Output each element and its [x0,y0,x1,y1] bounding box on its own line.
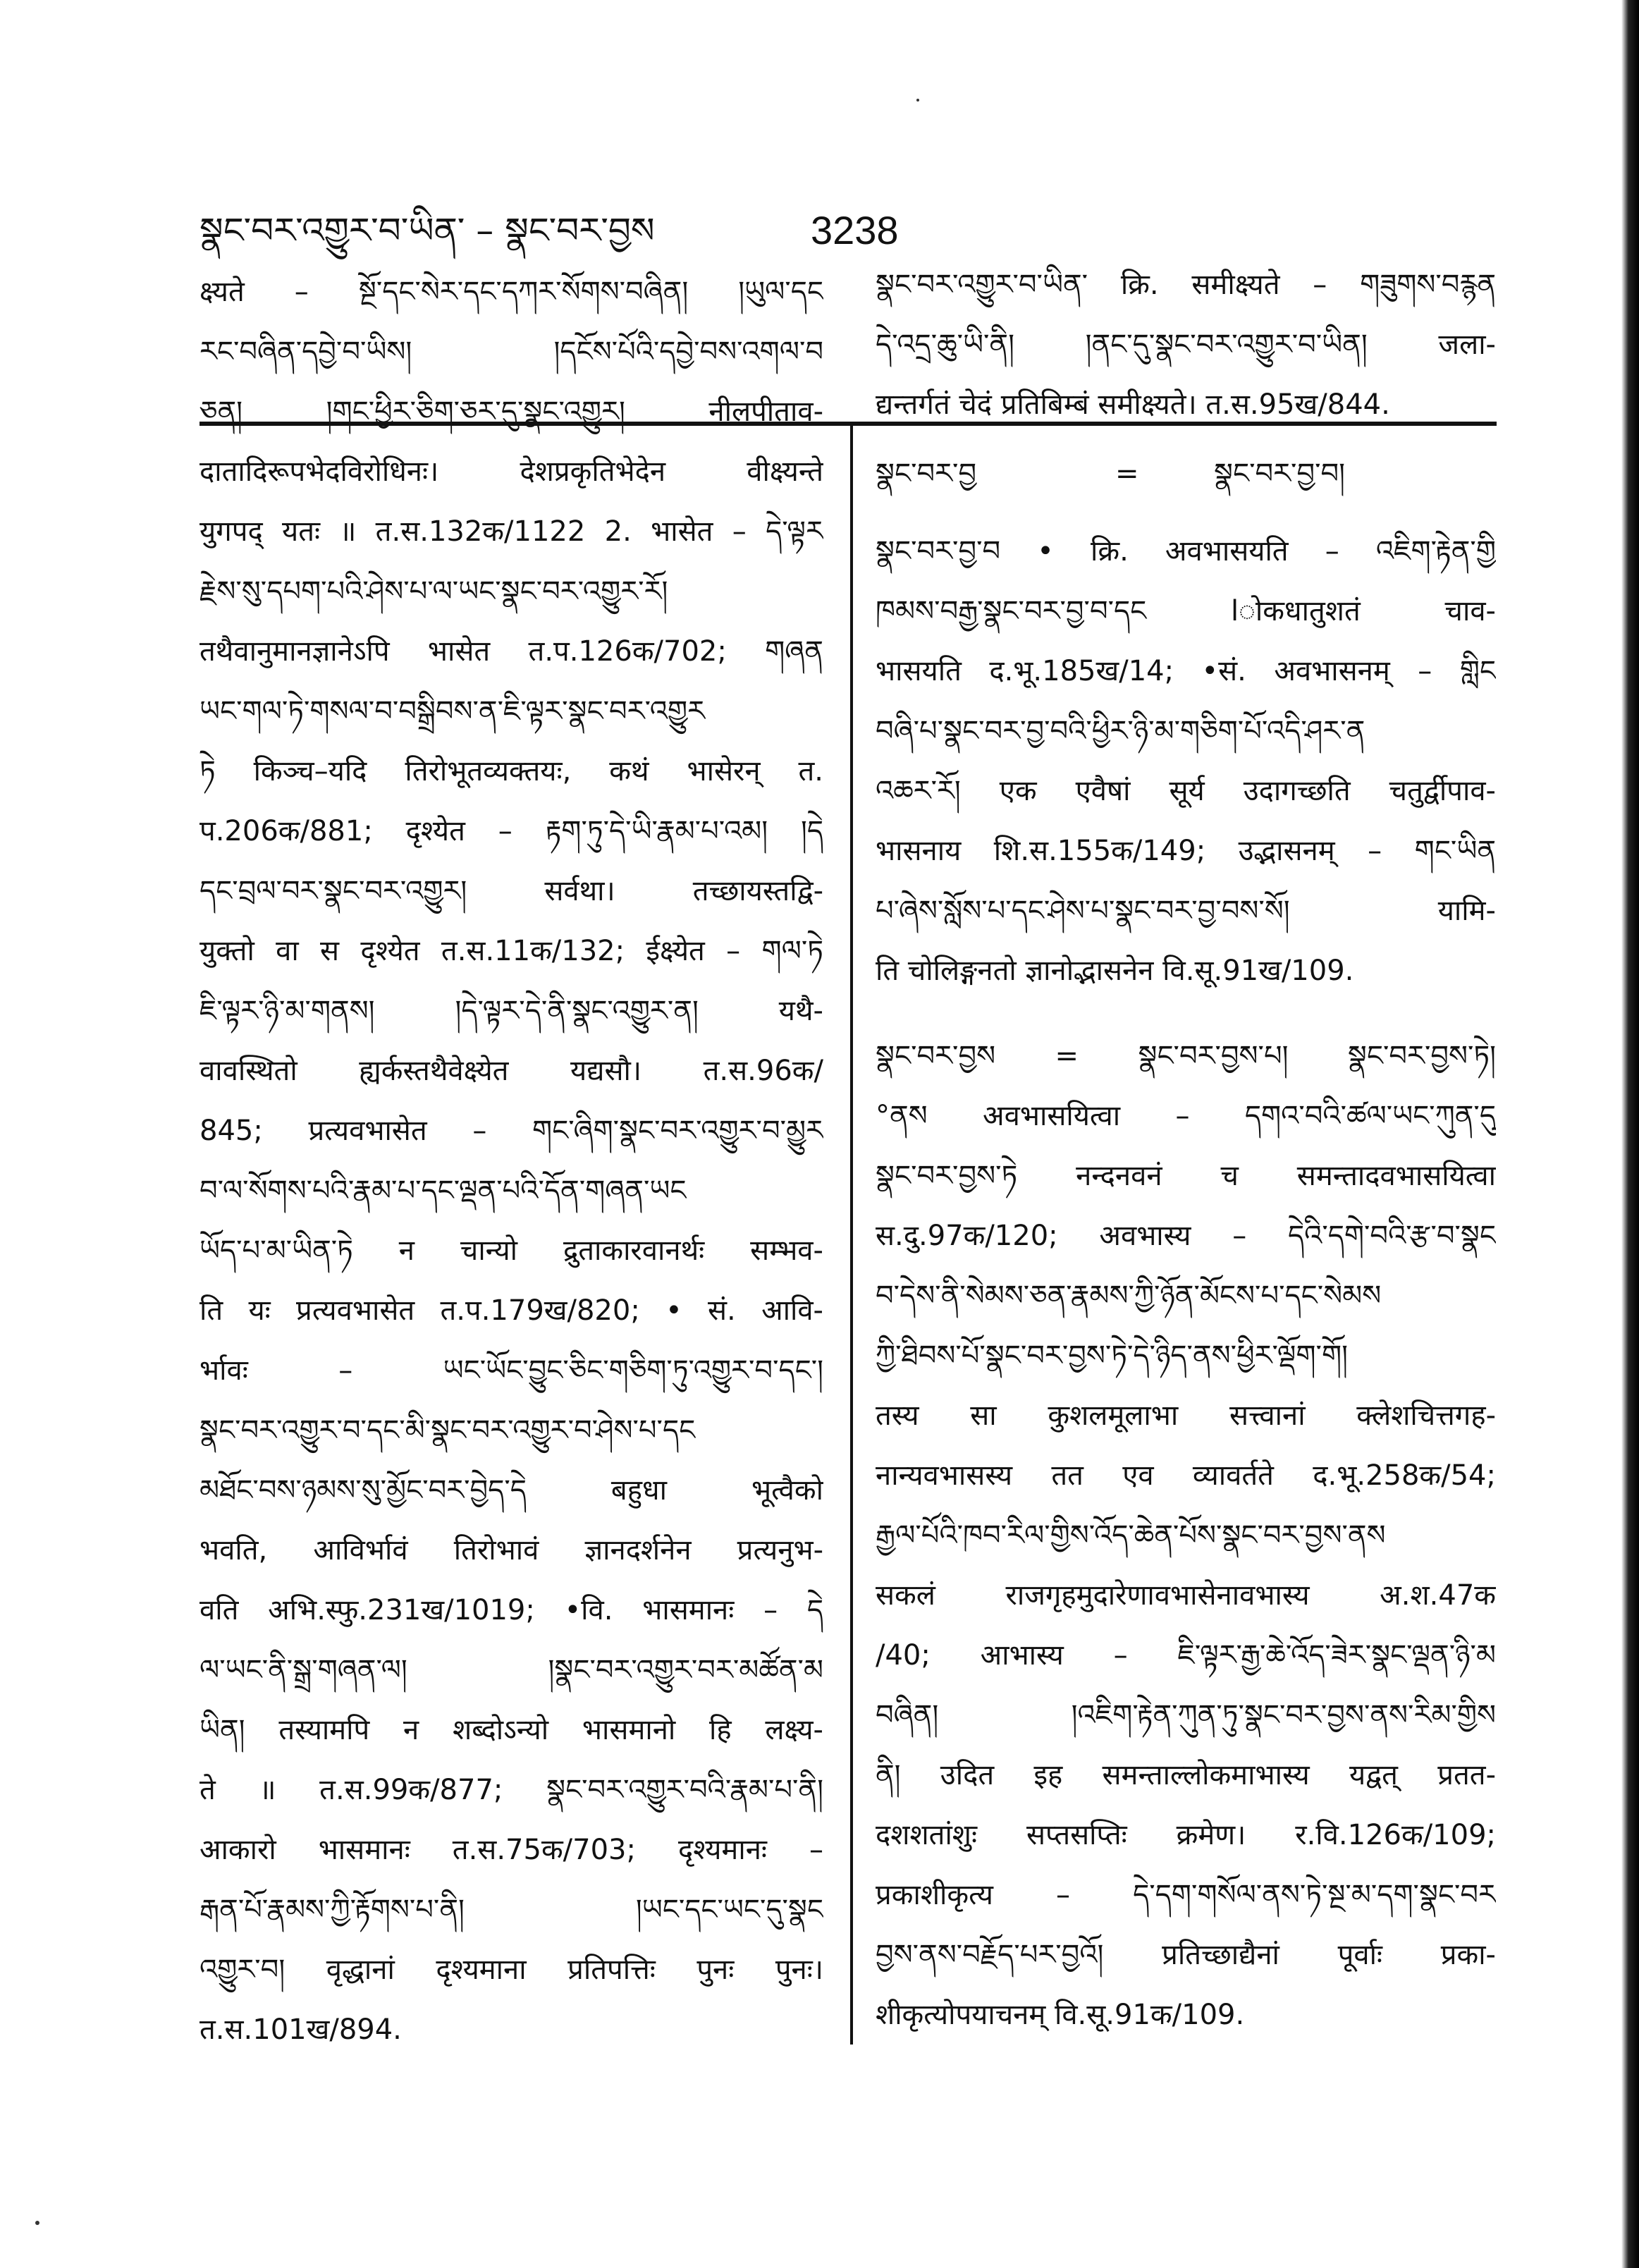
text-line: स.दु.97क/120; अवभास्य – དེའི་དགེ་བའི་རྩ་བ་སྣང [876,1220,1496,1252]
text-line: ཁམས་བརྒྱ་སྣང་བར་བྱ་བ་དང lोकधातुशतं चाव- [876,595,1496,627]
text-line: ནི། उदित इह समन्ताल्लोकमाभास्य यद्वत् प्रतत- [876,1759,1496,1791]
equals-sign: = [1115,458,1139,490]
text-line: द्यन्तर्गतं चेदं प्रतिबिम्बं समीक्ष्यते। त.स.95ख/844. [876,388,1390,421]
text-line: नान्यवभासस्य तत एव व्यावर्तते द.भू.258क/54; [876,1459,1496,1492]
text-line: བྱས་ནས་བརྗོད་པར་བྱའོ། प्रतिच्छाद्यैनां पूर्वाः प्रका- [876,1939,1496,1971]
page-number: 3238 [811,208,899,252]
entry-snang-bar-byas [876,1026,1496,2045]
text-line: རང་བཞིན་དབྱེ་བ་ཡིས། །དངོས་པོའི་དབྱེ་བས་འགལ་བ [199,336,823,368]
text-line: སྣང་བར་བྱས = སྣང་བར་བྱས་པ། སྣང་བར་བྱས་ཏེ། [876,1040,1496,1072]
text-line: རྒྱལ་པོའི་ཁབ་རིལ་གྱིས་འོད་ཆེན་པོས་སྣང་བར་བྱས་ནས [876,1519,1386,1552]
cross-reference-row [876,444,1496,504]
text-line: ཏེ किञ्च–यदि तिरोभूतव्यक्तयः, कथं भासेरन् त. [199,755,823,787]
text-line: प.206क/881; दृश्येत – རྟག་ཏུ་དེ་ཡི་རྣམ་པ་འམ། །དེ [199,815,823,847]
text-line: वावस्थितो ह्यर्कस्तथैवेक्ष्येत यद्यसौ। त.स.96क/ [199,1055,823,1087]
text-line: མཐོང་བས་ཉམས་སུ་མྱོང་བར་བྱེད་དེ बहुधा भूत्वैको [199,1474,823,1507]
text-line: तस्य सा कुशलमूलाभा सत्त्वानां क्लेशचित्तगह- [876,1399,1496,1432]
text-line: युगपद् यतः ॥ त.स.132क/1122 2. भासेत – དེ་ལྟར [199,515,823,548]
text-line: आकारो भासमानः त.स.75क/703; दृश्यमानः – [199,1834,823,1866]
text-line: ति चोलिङ्गनतो ज्ञानोद्भासनेन वि.सू.91ख/109. [876,955,1354,987]
text-line: तथैवानुमानज्ञानेऽपि भासेत त.प.126क/702; གཞན [199,635,823,668]
headword: སྣང་བར་བྱ [876,458,977,490]
entry-snang-bar-bya [876,444,1496,504]
text-line: र्भावः – ཡང་ཡོང་བྱུང་ཅིང་གཅིག་ཏུ་འགྱུར་བ་དང་། [199,1354,823,1387]
page-binding-edge [1621,0,1639,2268]
text-line: བ་ལ་སོགས་པའི་རྣམ་པ་དང་ལྡན་པའི་དོན་གཞན་ཡང [199,1175,687,1207]
text-line: ते ॥ त.स.99क/877; སྣང་བར་འགྱུར་བའི་རྣམ་པ་ནི། [199,1774,823,1806]
left-column [199,262,823,2060]
text-line: དང་བྲལ་བར་སྣང་བར་འགྱུར། सर्वथा। तच्छायस्तद्वि- [199,875,823,907]
text-line: བཞིན། །འཇིག་རྟེན་ཀུན་ཏུ་སྣང་བར་བྱས་ནས་རིམ་གྱིས [876,1699,1496,1731]
scan-speck [35,2221,39,2225]
text-line: ཀྱི་ཐིབས་པོ་སྣང་བར་བྱས་ཏེ་དེ་ཉིད་ནས་ཕྱིར་ལྡོག་གོ། [876,1340,1348,1372]
column-divider [850,426,853,2045]
text-line: རྒན་པོ་རྣམས་ཀྱི་རྟོགས་པ་ནི། །ཡང་དང་ཡང་དུ་སྣང [199,1894,823,1926]
text-line: °ནས अवभासयित्वा – དགའ་བའི་ཚལ་ཡང་ཀུན་དུ [876,1100,1496,1132]
text-line: སྣང་བར་བྱས་ཏེ नन्दनवनं च समन्तादवभासयित्वा [876,1160,1496,1192]
text-line: ལ་ཡང་ནི་སྒྲ་གཞན་ལ། །སྣང་བར་འགྱུར་བར་མཚོན་མ [199,1654,823,1686]
text-line: བཞི་པ་སྣང་བར་བྱ་བའི་ཕྱིར་ཉི་མ་གཅིག་པོ་འདི་ཤར་ན [876,715,1365,747]
text-line: འཆར་རོ། एक एवैषां सूर्य उदागच्छति चतुर्द्वीपाव- [876,775,1496,807]
text-line: ཡིན། तस्यामपि न शब्दोऽन्यो भासमानो हि लक्ष्य- [199,1714,823,1746]
text-line: प्रकाशीकृत्य – དེ་དག་གསོལ་ནས་ཏེ་སྔ་མ་དག་སྣང་བར [876,1879,1496,1911]
text-line: वति अभि.स्फु.231ख/1019; •वि. भासमानः – དེ [199,1594,823,1626]
text-line: युक्तो वा स दृश्येत त.स.11क/132; ईक्ष्येत – གལ་ཏེ [199,935,823,967]
text-line: त.स.101ख/894. [199,2013,402,2046]
text-line: རྗེས་སུ་དཔག་པའི་ཤེས་པ་ལ་ཡང་སྣང་བར་འགྱུར་རོ། [199,575,668,608]
running-header: སྣང་བར་འགྱུར་བ་ཡིན་ – སྣང་བར་བྱས [199,210,655,251]
text-line: ཡང་གལ་ཏེ་གསལ་བ་བསྒྲིབས་ན་ཇི་ལྟར་སྣང་བར་འགྱུར [199,695,706,728]
text-line: དེ་འདྲ་ཆུ་ཡི་ནི། །ནང་དུ་སྣང་བར་འགྱུར་བ་ཡིན། जला- [876,329,1496,361]
entry-snang-bar-bya-ba [876,522,1496,1001]
scan-speck [916,99,919,102]
text-line: སྣང་བར་འགྱུར་བ་ཡིན་ क्रि. समीक्ष्यते – གཟུགས་བརྙན [876,269,1496,301]
text-line: 845; प्रत्यवभासेत – གང་ཞིག་སྣང་བར་འགྱུར་བ་མྱུར [199,1115,823,1147]
cross-reference-target: སྣང་བར་བྱ་བ། [1214,458,1345,490]
text-line: शीकृत्योपयाचनम् वि.सू.91क/109. [876,1999,1245,2031]
text-line: भवति, आविर्भावं तिरोभावं ज्ञानदर्शनेन प्रत्यनुभ- [199,1534,823,1567]
text-line: दातादिरूपभेदविरोधिनः। देशप्रकृतिभेदेन वीक्ष्यन्ते [199,455,823,488]
text-line: सकलं राजगृहमुदारेणावभासेनावभास्य अ.श.47क [876,1579,1496,1612]
text-line: /40; आभास्य – ཇི་ལྟར་རྒྱ་ཆེ་འོད་ཟེར་སྣང་ལྡན་ཉི་མ [876,1639,1496,1672]
text-line: ति यः प्रत्यवभासेत त.प.179ख/820; • सं. आवि- [199,1294,823,1327]
text-line: भासनाय शि.स.155क/149; उद्भासनम् – གང་ཡིན [876,835,1496,867]
text-line: भासयति द.भू.185ख/14; •सं. अवभासनम् – གླིང [876,655,1496,687]
text-line: क्ष्यते – སྔོ་དང་སེར་དང་དཀར་སོགས་བཞིན། །ཡུལ་དང [199,276,823,308]
text-line: दशशतांशुः सप्तसप्तिः क्रमेण। र.वि.126क/109; [876,1819,1496,1851]
text-line: བ་དེས་ནི་སེམས་ཅན་རྣམས་ཀྱི་ཉོན་མོངས་པ་དང་སེམས [876,1280,1382,1312]
entry-snang-bar-gyur-ba-yin [876,255,1496,435]
text-line: ཇི་ལྟར་ཉི་མ་གནས། །དེ་ལྟར་དེ་ནི་སྣང་འགྱུར་ན། यथै- [199,995,823,1027]
text-line: སྣང་བར་བྱ་བ • क्रि. अवभासयति – འཇིག་རྟེན་གྱི [876,535,1496,568]
text-line: འགྱུར་བ། वृद्धानां दृश्यमाना प्रतिपत्तिः पुनः पुनः। [199,1954,823,1986]
text-line: པ་ཞེས་སློས་པ་དང་ཤེས་པ་སྣང་བར་བྱ་བས་སོ། यामि- [876,895,1496,927]
text-line: ཅན། །གང་ཕྱིར་ཅིག་ཅར་དུ་སྣང་འགྱུར། नीलपीताव- [199,396,823,428]
text-line: སྣང་བར་འགྱུར་བ་དང་མི་སྣང་བར་འགྱུར་བ་ཤེས་པ་དང [199,1414,696,1447]
text-line: ཡོད་པ་མ་ཡིན་ཏེ न चान्यो द्रुताकारवानर्थः सम्भव- [199,1234,823,1267]
